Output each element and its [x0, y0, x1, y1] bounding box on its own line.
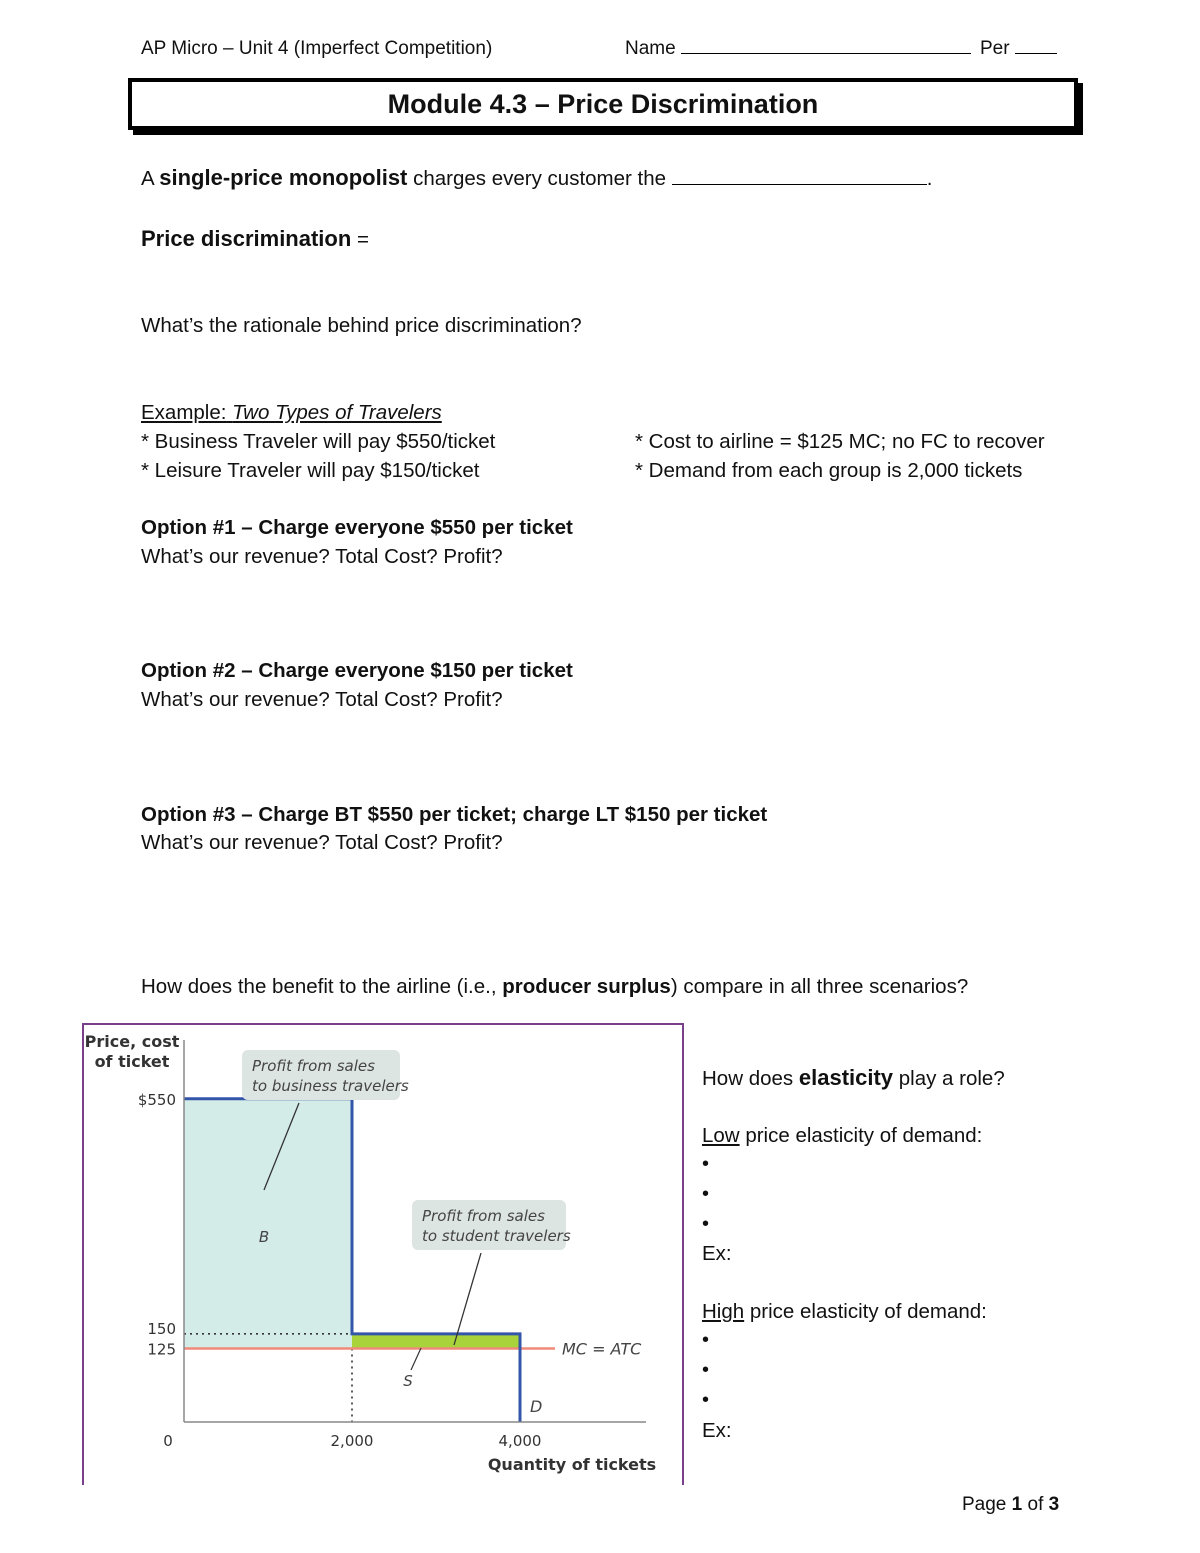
x-tick-0: 0 [163, 1432, 173, 1450]
y-axis-label-line-1: Price, cost [84, 1032, 180, 1051]
student-callout-pointer [454, 1253, 481, 1345]
y-tick-550: $550 [137, 1090, 176, 1109]
low-bullet-1: • [702, 1153, 710, 1175]
student-callout-line-2: to student travelers [422, 1227, 571, 1245]
option-2-question: What’s our revenue? Total Cost? Profit? [141, 688, 503, 711]
name-field[interactable] [625, 38, 971, 60]
y-axis-label-line-2: of ticket [94, 1052, 170, 1071]
high-bullet-1: • [702, 1329, 710, 1351]
period-blank[interactable] [1015, 53, 1057, 54]
demand-label: D [530, 1397, 543, 1416]
period-label: Per [980, 38, 1010, 59]
student-profit-area [352, 1334, 520, 1349]
mc-atc-label: MC = ATC [562, 1339, 642, 1359]
low-bullet-3: • [702, 1213, 710, 1235]
definition-line [141, 226, 369, 252]
x-tick-4000: 4,000 [498, 1432, 542, 1450]
intro-prefix: A [141, 167, 154, 190]
low-bullet-2: • [702, 1183, 710, 1205]
student-callout-line-1: Profit from sales [422, 1207, 545, 1225]
title-box [128, 78, 1078, 130]
high-example-label: Ex: [702, 1419, 732, 1442]
business-area-label: B [258, 1228, 270, 1246]
option-3-title: Option #3 – Charge BT $550 per ticket; charge LT $150 per ticket [141, 803, 768, 826]
page-number: Page 1 of 3 [962, 1494, 1060, 1515]
example-left-1: * Business Traveler will pay $550/ticket [141, 430, 496, 453]
example-right-2: * Demand from each group is 2,000 tickets [635, 459, 1023, 482]
intro-rest: charges every customer the [413, 167, 667, 190]
example-right-1: * Cost to airline = $125 MC; no FC to recover [635, 430, 1045, 453]
definition-term: Price discrimination [141, 226, 352, 251]
x-tick-2000: 2,000 [330, 1432, 374, 1450]
business-callout-line-1: Profit from sales [252, 1057, 375, 1075]
option-2-title: Option #2 – Charge everyone $150 per ticket [141, 659, 573, 682]
price-discrimination-chart [84, 1025, 682, 1485]
page-title: Module 4.3 – Price Discrimination [387, 88, 819, 119]
example-label: Example: Two Types of Travelers [141, 401, 442, 424]
period-field[interactable] [980, 38, 1057, 60]
course-label: AP Micro – Unit 4 (Imperfect Competition) [141, 38, 493, 59]
example-left-2: * Leisure Traveler will pay $150/ticket [141, 459, 480, 482]
rationale-question: What’s the rationale behind price discrimination? [141, 314, 582, 337]
business-callout-line-2: to business travelers [252, 1077, 409, 1095]
intro-term: single-price monopolist [159, 165, 408, 190]
y-tick-125: 125 [147, 1340, 176, 1359]
option-1-question: What’s our revenue? Total Cost? Profit? [141, 545, 503, 568]
intro-line: A single-price monopolist charges every customer the . [141, 165, 933, 190]
student-area-label: S [403, 1372, 413, 1390]
option-3-question: What’s our revenue? Total Cost? Profit? [141, 831, 503, 854]
example-title: Two Types of Travelers [232, 401, 442, 424]
option-1-title: Option #1 – Charge everyone $550 per ticket [141, 516, 573, 539]
high-elasticity-heading: High price elasticity of demand: [702, 1300, 987, 1323]
high-bullet-3: • [702, 1389, 710, 1411]
example-heading [141, 401, 442, 425]
x-axis-label: Quantity of tickets [487, 1455, 657, 1474]
intro-blank[interactable] [672, 184, 927, 185]
elasticity-question: How does elasticity play a role? [702, 1065, 1005, 1090]
low-elasticity-heading: Low price elasticity of demand: [702, 1124, 983, 1147]
definition-eq: = [357, 228, 369, 251]
low-example-label: Ex: [702, 1242, 732, 1265]
student-area-pointer [411, 1348, 421, 1370]
chart-frame [82, 1023, 684, 1485]
y-tick-150: 150 [147, 1319, 176, 1338]
surplus-question: How does the benefit to the airline (i.e., producer surplus) compare in all three scenarios? [141, 975, 969, 998]
business-profit-area [184, 1099, 352, 1349]
name-blank[interactable] [681, 53, 971, 54]
name-label: Name [625, 38, 676, 59]
high-bullet-2: • [702, 1359, 710, 1381]
